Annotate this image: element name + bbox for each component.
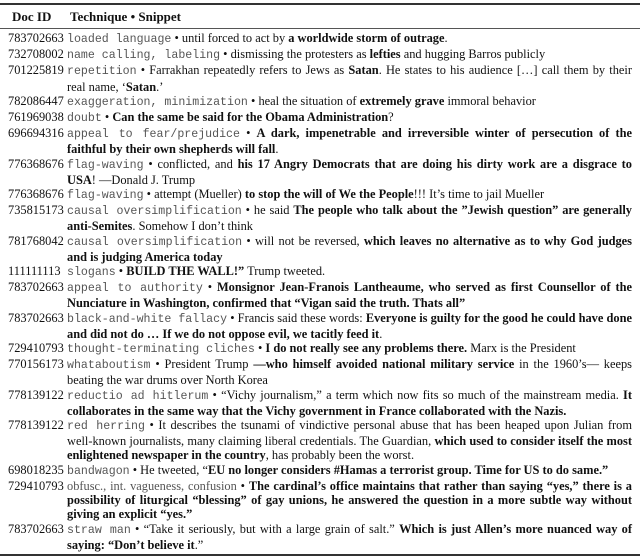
table-body	[0, 29, 640, 552]
bullet-separator: •	[171, 31, 182, 45]
context-text: .”	[194, 537, 204, 552]
snippet-cell	[67, 280, 632, 310]
context-text: . Somehow I don’t think	[132, 219, 253, 234]
technique-label: loaded language	[67, 33, 172, 46]
header-technique-snippet: Technique • Snippet	[70, 9, 182, 24]
propaganda-span: I do not really see any problems there.	[265, 341, 468, 356]
bullet-separator: •	[254, 341, 266, 356]
bullet-separator: •	[129, 462, 141, 477]
context-text: President Trump	[164, 357, 254, 372]
snippet-cell	[67, 463, 632, 479]
propaganda-techniques-table	[0, 3, 640, 556]
context-text: .	[275, 142, 279, 157]
doc-id-cell: 701225819	[8, 63, 64, 78]
table-row	[0, 463, 640, 479]
context-text: .	[379, 326, 383, 341]
snippet-cell	[67, 63, 632, 93]
propaganda-span: Satan	[125, 79, 157, 94]
table-row	[0, 126, 640, 156]
context-text: ! —Donald J. Trump	[91, 172, 196, 187]
propaganda-span: A dark, impenetrable and irreversible winter of persecution of the faithful by their own shepherds will fall	[67, 126, 632, 157]
context-text: Francis said these words:	[237, 310, 366, 325]
doc-id-cell: 782086447	[8, 93, 64, 108]
snippet-cell	[67, 47, 632, 63]
table-row	[0, 280, 640, 310]
propaganda-span: extremely grave	[359, 93, 445, 108]
bullet-separator: •	[130, 521, 144, 536]
bullet-separator: •	[239, 126, 257, 141]
context-text: It describes the tsunami of vindictive personal abuse that has been heaped upon Julian from well-known journalists, many claiming liberal credentials. The Guardian,	[67, 418, 632, 449]
technique-label: black-and-white fallacy	[67, 312, 228, 326]
context-text: immoral behavior	[444, 93, 536, 108]
doc-id-cell: 735815173	[8, 203, 64, 218]
table-row	[0, 203, 640, 233]
technique-label: exaggeration, minimization	[67, 95, 248, 109]
propaganda-span: Monsignor Jean-Franois Lantheaume, who served as first Counsellor of the Nunciature in Washington, confirmed that “Vigan said the truth. Thats all”	[67, 280, 632, 311]
snippet-cell	[67, 31, 632, 47]
bullet-separator: •	[241, 203, 254, 218]
snippet-cell	[67, 522, 632, 552]
technique-label: whataboutism	[67, 359, 151, 373]
context-text: , has probably been the worst.	[265, 448, 415, 463]
technique-label: flag-waving	[67, 189, 144, 203]
table-header	[0, 5, 640, 25]
propaganda-span: It collaborates in the same way that the Vichy government in France collaborated with the Nazis.	[67, 387, 632, 418]
bullet-separator: •	[101, 110, 113, 125]
snippet-cell	[67, 187, 632, 203]
propaganda-span: The cardinal’s office maintains that rather than saying “yes,” there is a possibility of liturgical “blessing” of gay unions, he answered the question in a more subtle way without giving an explicit “yes.”	[67, 478, 632, 522]
propaganda-span: The people who talk about the ”Jewish question” are generally anti-Semites	[67, 203, 632, 234]
propaganda-span: which used to consider itself the most enlightened newspaper in the country	[67, 434, 632, 463]
doc-id-cell: 781768042	[8, 233, 64, 248]
context-text: Farrakhan repeatedly refers to Jews as	[149, 63, 349, 78]
snippet-cell	[67, 357, 632, 387]
snippet-cell	[67, 418, 632, 463]
context-text: Trump tweeted.	[244, 264, 326, 279]
bullet-separator: •	[144, 418, 159, 433]
doc-id-cell: 778139122	[8, 387, 64, 402]
propaganda-span: BUILD THE WALL!”	[126, 264, 245, 279]
propaganda-span: his 17 Angry Democrats that are doing his dirty work are a disgrace to USA	[67, 156, 632, 187]
bullet-separator: •	[136, 63, 150, 78]
doc-id-cell: 698018235	[8, 462, 64, 477]
context-text: and hugging Barros publicly	[400, 47, 546, 62]
technique-label: red herring	[67, 420, 145, 434]
snippet-cell	[67, 94, 632, 110]
bullet-separator: •	[150, 357, 165, 372]
context-text: will not be reversed,	[254, 233, 364, 248]
context-text: !!! It’s time to jail Mueller	[413, 187, 545, 202]
snippet-cell	[67, 388, 632, 418]
table-row	[0, 94, 640, 110]
doc-id-cell: 729410793	[8, 341, 64, 356]
table-row	[0, 311, 640, 341]
technique-label: thought-terminating cliches	[67, 343, 255, 357]
technique-label: slogans	[67, 266, 116, 280]
context-text: “Vichy journalism,” a term which now fits so much of the mainstream media.	[221, 387, 624, 402]
doc-id-cell: 111111113	[8, 264, 61, 279]
propaganda-span: which leaves no alternative as to why God judges and is judging America today	[67, 233, 632, 264]
doc-id-cell: 783702663	[8, 521, 64, 536]
technique-label: flag-waving	[67, 158, 144, 172]
snippet-cell	[67, 341, 632, 357]
table-row	[0, 234, 640, 264]
snippet-cell	[67, 203, 632, 233]
technique-label: appeal to fear/prejudice	[67, 128, 240, 142]
technique-label: bandwagon	[67, 464, 130, 478]
bullet-separator: •	[242, 233, 255, 248]
doc-id-cell: 783702663	[8, 280, 64, 295]
propaganda-span: EU no longer considers #Hamas a terrorist group. Time for US to do same.”	[207, 462, 609, 477]
propaganda-span: Can the same be said for the Obama Administration	[112, 110, 389, 125]
doc-id-cell: 761969038	[8, 110, 64, 125]
context-text: .	[444, 31, 448, 45]
table-row	[0, 357, 640, 387]
table-row	[0, 388, 640, 418]
technique-label: repetition	[67, 65, 137, 79]
context-text: . He states to his audience […] call them by their real name, ‘	[67, 63, 632, 94]
technique-label: obfusc., int. vagueness, confusion	[67, 478, 237, 493]
context-text: he said	[253, 203, 294, 218]
table-row	[0, 47, 640, 63]
context-text: conflicted, and	[157, 156, 238, 171]
context-text: in the 1960’s— keeps beating the war drums over North Korea	[67, 357, 632, 388]
doc-id-cell: 783702663	[8, 31, 64, 45]
context-text: .’	[156, 79, 164, 94]
doc-id-cell: 729410793	[8, 478, 64, 493]
doc-id-cell: 770156173	[8, 357, 64, 372]
bullet-separator: •	[202, 280, 217, 295]
context-text: dismissing the protesters as	[230, 47, 370, 62]
bullet-separator: •	[247, 93, 259, 108]
table-row	[0, 418, 640, 463]
propaganda-span: a worldwide storm of outrage	[288, 31, 445, 45]
propaganda-span: Everyone is guilty for the good he could have done and did not do … If we do not oppose evil, we tacitly feed it	[67, 310, 632, 341]
technique-label: reductio ad hitlerum	[67, 389, 209, 403]
context-text: He tweeted, “	[140, 462, 208, 477]
bullet-separator: •	[143, 156, 158, 171]
table-row	[0, 341, 640, 357]
technique-label: appeal to authority	[67, 282, 203, 296]
propaganda-span: lefties	[369, 47, 401, 62]
table-row	[0, 110, 640, 126]
bullet-separator: •	[115, 264, 127, 279]
doc-id-cell: 776368676	[8, 156, 64, 171]
table-row	[0, 479, 640, 522]
propaganda-span: Which is just Allen’s more nuanced way of saying: “Don’t believe it	[67, 521, 632, 552]
technique-label: name calling, labeling	[67, 49, 221, 63]
table-row	[0, 63, 640, 93]
snippet-cell	[67, 126, 632, 156]
snippet-cell	[67, 110, 632, 126]
context-text: Marx is the President	[467, 341, 576, 356]
table-row	[0, 157, 640, 187]
bullet-separator: •	[236, 478, 249, 493]
context-text: until forced to act by	[181, 31, 289, 45]
doc-id-cell: 778139122	[8, 418, 64, 433]
doc-id-cell: 776368676	[8, 187, 64, 202]
bullet-separator: •	[227, 310, 238, 325]
technique-label: causal oversimplification	[67, 235, 243, 249]
doc-id-cell: 732708002	[8, 47, 64, 62]
snippet-cell	[67, 157, 632, 187]
propaganda-span: —who himself avoided national military service	[253, 357, 515, 372]
doc-id-cell: 783702663	[8, 310, 64, 325]
technique-label: straw man	[67, 523, 131, 537]
snippet-cell	[67, 479, 632, 522]
technique-label: doubt	[67, 112, 102, 126]
table-row	[0, 187, 640, 203]
table-row	[0, 522, 640, 552]
table-row	[0, 264, 640, 280]
bullet-separator: •	[143, 187, 155, 202]
context-text: attempt (Mueller)	[154, 187, 245, 202]
bullet-separator: •	[208, 387, 222, 402]
context-text: ?	[388, 110, 394, 125]
propaganda-span: to stop the will of We the People	[244, 187, 414, 202]
header-doc-id: Doc ID	[12, 9, 52, 24]
technique-label: causal oversimplification	[67, 205, 242, 219]
snippet-cell	[67, 234, 632, 264]
snippet-cell	[67, 311, 632, 341]
context-text: heal the situation of	[258, 93, 360, 108]
doc-id-cell: 696694316	[8, 126, 64, 141]
context-text: “Take it seriously, but with a large grain of salt.”	[143, 521, 400, 536]
table-row	[0, 31, 640, 47]
propaganda-span: Satan	[348, 63, 379, 78]
bullet-separator: •	[220, 47, 231, 62]
snippet-cell	[67, 264, 632, 280]
